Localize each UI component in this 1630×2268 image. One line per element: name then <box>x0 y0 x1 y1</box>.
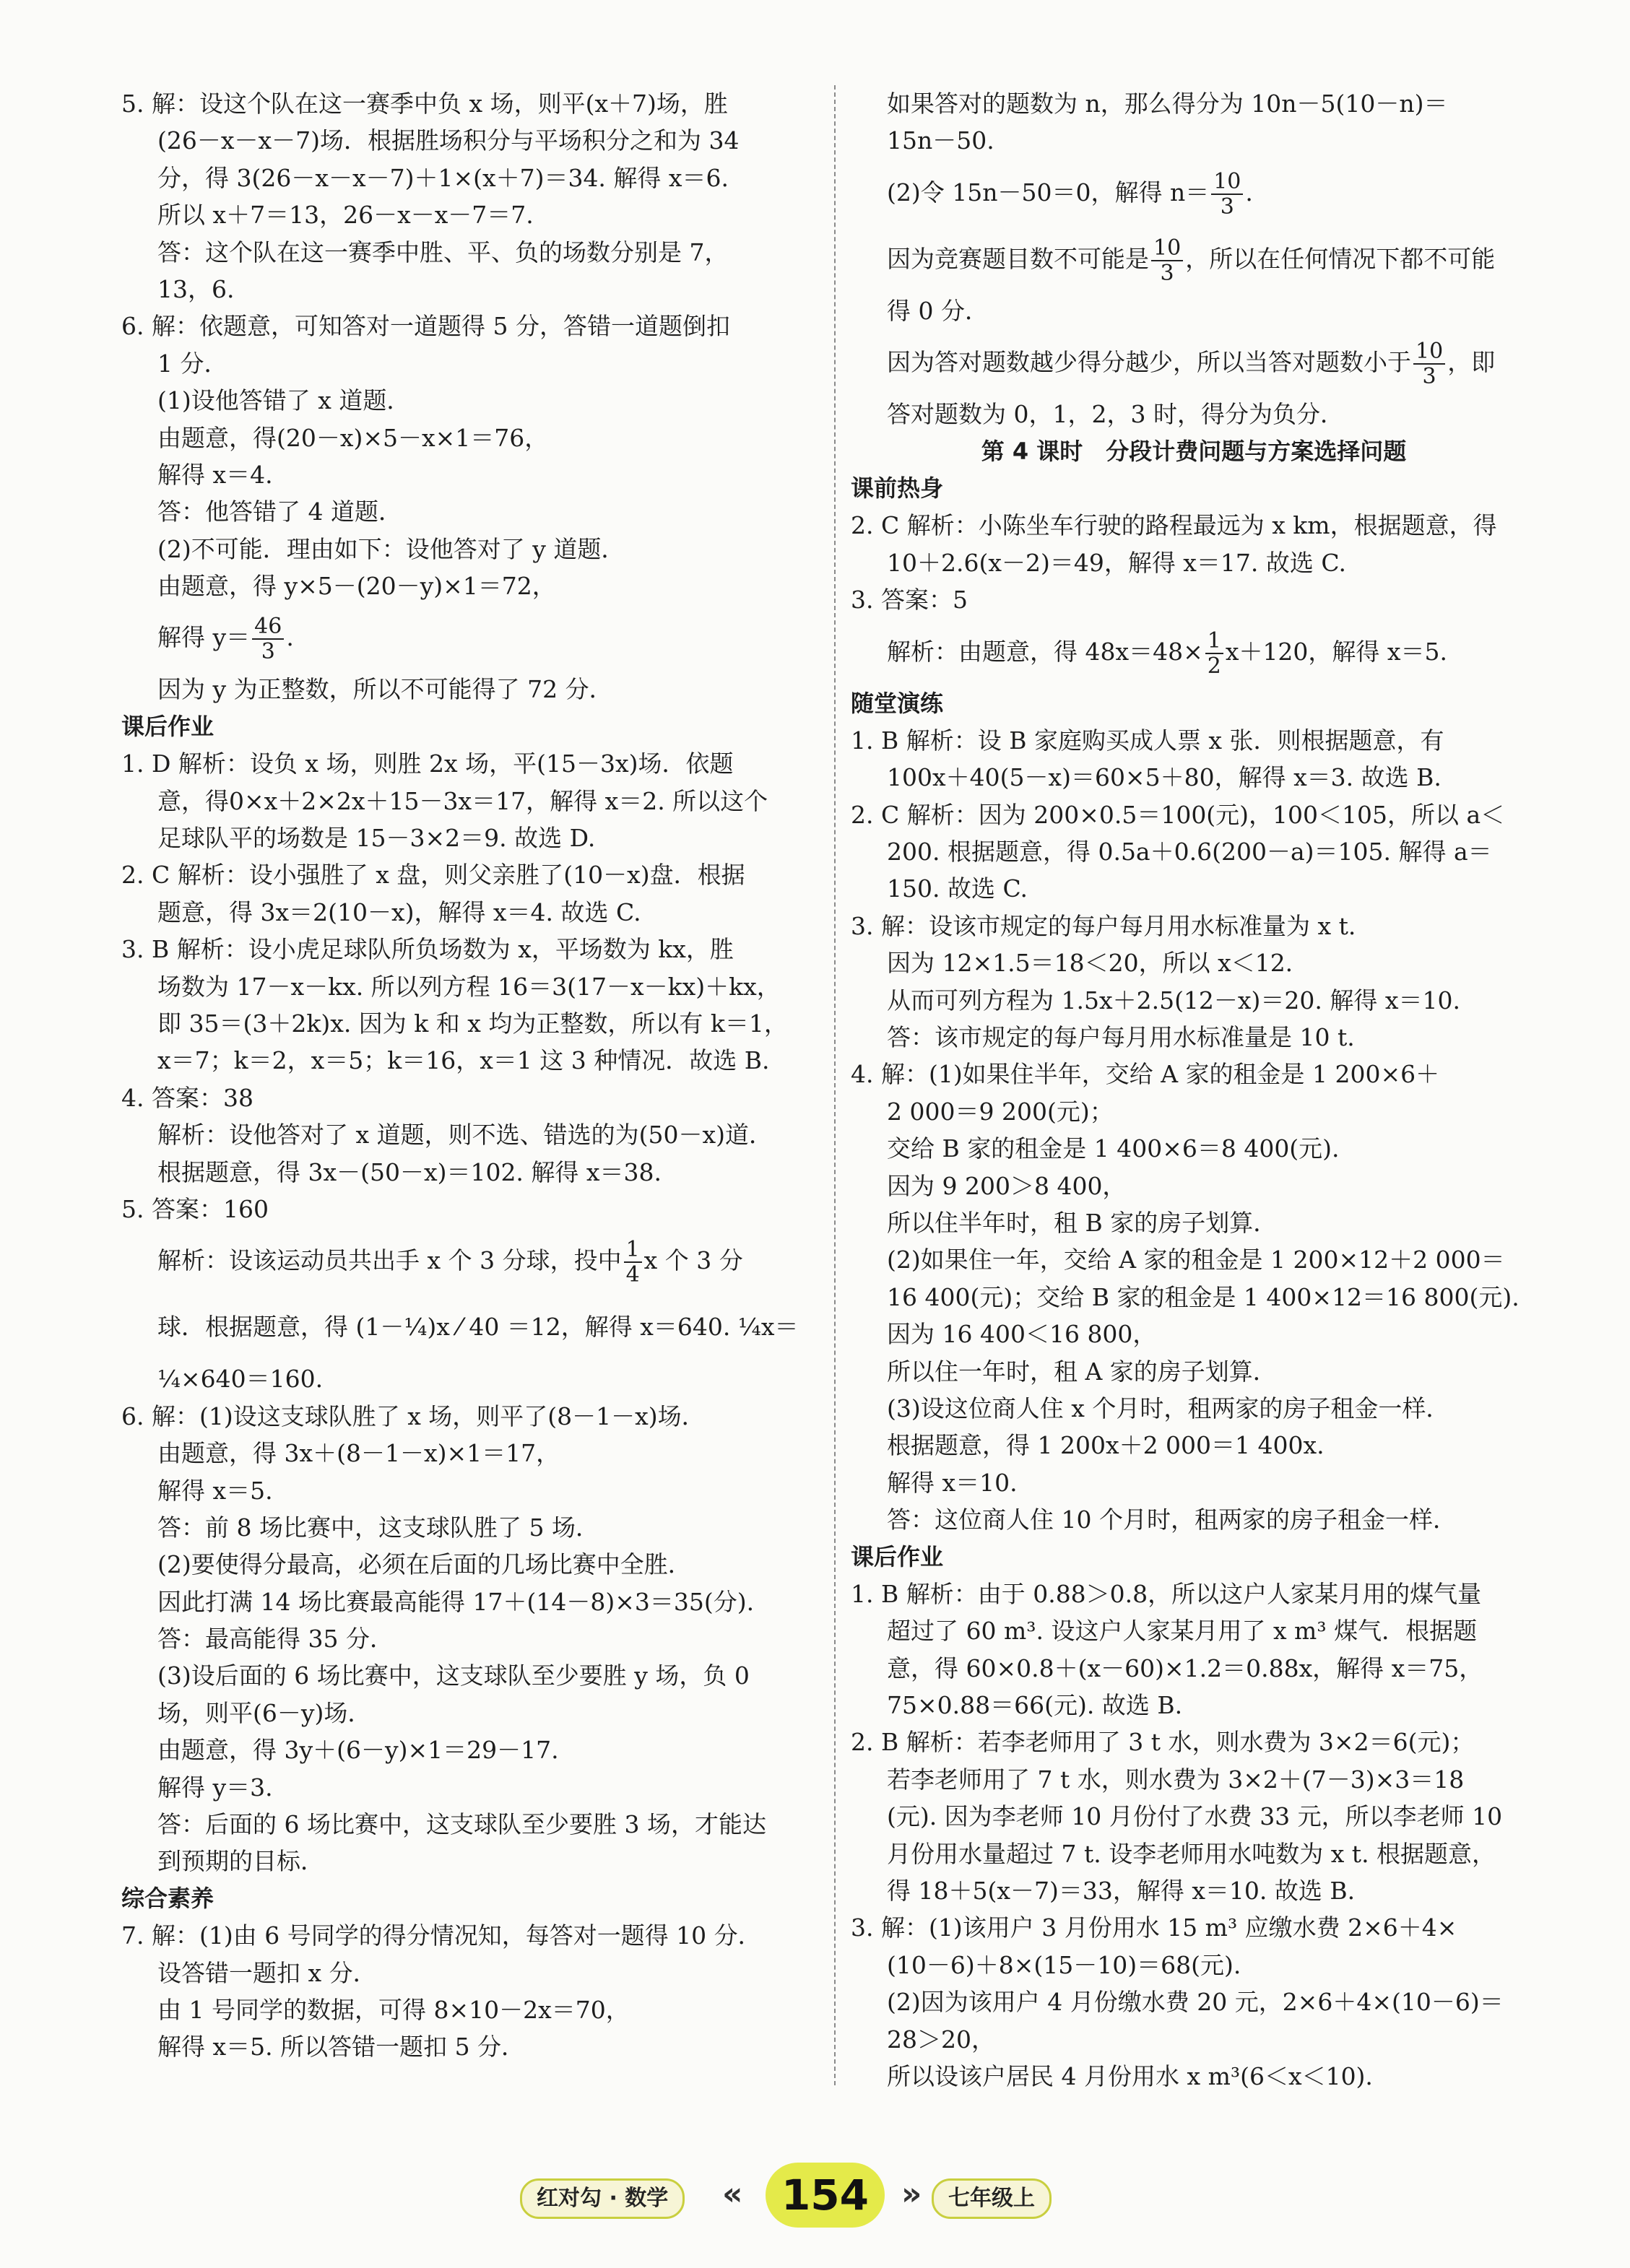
text-line <box>851 160 1537 226</box>
text-line <box>851 1130 1537 1167</box>
text-line <box>851 1168 1537 1204</box>
line-text: 3. 答案：5 <box>851 586 968 614</box>
text-line <box>851 1835 1537 1872</box>
text-line <box>121 1917 822 1954</box>
line-text: 由 1 号同学的数据，可得 8×10－2x＝70， <box>157 1995 630 2024</box>
line-text: 题意，得 3x＝2(10－x)，解得 x＝4. 故选 C. <box>157 898 641 926</box>
text-line <box>851 1093 1537 1130</box>
text-line <box>121 1695 822 1732</box>
section-heading <box>121 708 822 745</box>
text-line <box>121 382 822 419</box>
text-line <box>851 507 1537 544</box>
line-text: (2)如果住一年，交给 A 家的租金是 1 200×12＋2 000＝ <box>887 1246 1505 1274</box>
line-text: 答：该市规定的每户每月用水标准量是 10 t. <box>887 1023 1355 1052</box>
fraction-denominator: 3 <box>1211 194 1243 219</box>
text-line <box>851 1316 1537 1352</box>
fraction-denominator: 3 <box>1413 363 1445 388</box>
line-text-after: . <box>286 623 294 652</box>
text-line <box>121 931 822 968</box>
text-line <box>851 1279 1537 1316</box>
line-text: 答：他答错了 4 道题． <box>157 498 402 526</box>
text-line <box>121 122 822 159</box>
line-text: 交给 B 家的租金是 1 400×6＝8 400(元). <box>887 1134 1340 1163</box>
text-line <box>851 1427 1537 1464</box>
text-line <box>121 456 822 493</box>
line-text: 5. 解：设这个队在这一赛季中负 x 场，则平(x＋7)场，胜 <box>121 90 728 118</box>
fraction <box>624 1238 642 1287</box>
text-line <box>851 870 1537 907</box>
text-line <box>121 568 822 604</box>
line-text: 28＞20， <box>887 2025 995 2054</box>
fraction-numerator: 10 <box>1213 168 1241 194</box>
text-line <box>121 1191 822 1228</box>
text-line <box>121 1042 822 1079</box>
text-line <box>121 234 822 271</box>
text-line <box>851 122 1537 159</box>
line-text: 13，6. <box>157 274 235 303</box>
footer-book-title: 红对勾 · 数学 <box>520 2178 685 2219</box>
text-line <box>851 581 1537 618</box>
page-number: 154 <box>766 2163 885 2228</box>
line-text: x＝7；k＝2，x＝5；k＝16，x＝1 这 3 种情况．故选 B. <box>157 1046 770 1075</box>
text-line <box>121 2028 822 2065</box>
text-line <box>851 619 1537 685</box>
line-text: 3. 解：(1)该用户 3 月份用水 15 m³ 应缴水费 2×6＋4× <box>851 1913 1457 1942</box>
line-text: 解得 x＝5. <box>157 1476 273 1505</box>
text-line <box>121 1509 822 1546</box>
text-line <box>851 1872 1537 1909</box>
left-column <box>121 85 822 2066</box>
text-line <box>121 1806 822 1843</box>
line-text: (26－x－x－7)场．根据胜场积分与平场积分之和为 34 <box>157 126 740 155</box>
line-text: 场数为 17－x－kx. 所以列方程 16＝3(17－x－kx)＋kx， <box>157 972 781 1001</box>
text-line <box>851 1241 1537 1278</box>
text-line <box>851 833 1537 870</box>
text-line <box>121 420 822 456</box>
fraction-numerator: 1 <box>1207 627 1221 653</box>
fraction-numerator: 10 <box>1153 235 1182 261</box>
line-text: 因此打满 14 场比赛最高能得 17＋(14－8)×3＝35(分). <box>157 1587 755 1616</box>
line-text: 课后作业 <box>851 1542 944 1570</box>
line-text: 由题意，得 3x＋(8－1－x)×1＝17， <box>157 1439 560 1468</box>
text-line <box>121 856 822 893</box>
text-line <box>851 1947 1537 1984</box>
line-text: 如果答对的题数为 n，那么得分为 10n－5(10－n)＝ <box>887 90 1448 118</box>
text-line <box>121 85 822 122</box>
line-text: 6. 解：依题意，可知答对一道题得 5 分，答错一道题倒扣 <box>121 312 730 341</box>
line-text: 所以住一年时，租 A 家的房子划算． <box>887 1357 1277 1386</box>
text-line <box>121 1435 822 1472</box>
text-line <box>121 1546 822 1583</box>
text-line <box>851 1612 1537 1649</box>
section-heading <box>121 1880 822 1917</box>
text-line <box>121 493 822 530</box>
text-line <box>851 1019 1537 1056</box>
line-text: 3. 解：设该市规定的每户每月用水标准量为 x t. <box>851 911 1356 940</box>
line-text: 因为答对题数越少得分越少，所以当答对题数小于 <box>887 348 1411 377</box>
line-text-after: ，所以在任何情况下都不可能 <box>1185 244 1496 273</box>
line-text: 3. B 解析：设小虎足球队所负场数为 x，平场数为 kx，胜 <box>121 935 734 964</box>
text-line <box>121 1154 822 1191</box>
text-line <box>851 1798 1537 1835</box>
text-line <box>121 1583 822 1620</box>
text-line <box>121 308 822 344</box>
line-text: 由题意，得 y×5－(20－y)×1＝72， <box>157 572 556 601</box>
line-text: 15n－50. <box>887 126 994 155</box>
text-line <box>851 292 1537 329</box>
line-text: 第 4 课时 分段计费问题与方案选择问题 <box>981 437 1407 465</box>
line-text: (1)设他答错了 x 道题． <box>157 386 411 415</box>
line-text: 足球队平的场数是 15－3×2＝9. 故选 D. <box>157 824 596 853</box>
line-text: 超过了 60 m³. 设这户人家某月用了 x m³ 煤气．根据题 <box>887 1617 1478 1646</box>
text-line <box>121 1657 822 1694</box>
line-text: 随堂演练 <box>851 689 944 717</box>
fraction <box>1151 236 1183 285</box>
text-line <box>851 944 1537 981</box>
text-line <box>851 1576 1537 1612</box>
line-text-after: . <box>1245 178 1253 207</box>
line-text: 所以设该户居民 4 月份用水 x m³(6＜x＜10). <box>887 2061 1373 2090</box>
text-line <box>121 604 822 671</box>
text-line <box>121 1005 822 1042</box>
line-text: 分，得 3(26－x－x－7)＋1×(x＋7)＝34. 解得 x＝6. <box>157 163 729 192</box>
section-heading <box>851 685 1537 722</box>
text-line <box>851 85 1537 122</box>
line-text: 答：前 8 场比赛中，这支球队胜了 5 场． <box>157 1513 599 1542</box>
text-line <box>121 894 822 931</box>
line-text-after: x＋120，解得 x＝5. <box>1225 637 1448 666</box>
fraction-numerator: 46 <box>254 614 282 640</box>
line-text: 1. B 解析：设 B 家庭购买成人票 x 张．则根据题意，有 <box>851 726 1444 755</box>
line-text: 4. 答案：38 <box>121 1083 253 1112</box>
section-heading <box>851 1539 1537 1576</box>
line-text: 因为 y 为正整数，所以不可能得了 72 分． <box>157 675 613 704</box>
text-line <box>851 796 1537 833</box>
line-text: 根据题意，得 3x－(50－x)＝102. 解得 x＝38. <box>157 1157 662 1186</box>
line-text-after: ，即 <box>1447 348 1496 377</box>
text-line <box>851 544 1537 581</box>
text-line <box>851 1056 1537 1092</box>
line-text: 由题意，得 3y＋(6－y)×1＝29－17. <box>157 1736 559 1765</box>
line-text: (2)令 15n－50＝0，解得 n＝ <box>887 178 1210 207</box>
text-line <box>121 1472 822 1509</box>
fraction-numerator: 10 <box>1416 339 1444 365</box>
line-text: 1 分． <box>157 349 228 378</box>
fraction <box>1413 339 1445 388</box>
footer-grade-label: 七年级上 <box>932 2178 1052 2219</box>
text-line <box>851 1650 1537 1687</box>
text-line <box>851 1464 1537 1501</box>
line-text: 2. C 解析：小陈坐车行驶的路程最远为 x km，根据题意，得 <box>851 511 1497 540</box>
line-text: (元). 因为李老师 10 月份付了水费 33 元，所以李老师 10 <box>887 1802 1503 1831</box>
text-line <box>851 759 1537 796</box>
text-line <box>851 396 1537 433</box>
line-text: 150. 故选 C. <box>887 874 1028 903</box>
line-text: 到预期的目标． <box>157 1847 324 1876</box>
line-text: 2 000＝9 200(元)； <box>887 1097 1114 1126</box>
line-text: 若李老师用了 7 t 水，则水费为 3×2＋(7－3)×3＝18 <box>887 1765 1465 1794</box>
page-footer <box>0 2148 1630 2235</box>
text-line <box>121 1620 822 1657</box>
text-line <box>851 908 1537 944</box>
line-text: 答：这个队在这一赛季中胜、平、负的场数分别是 7， <box>157 238 729 266</box>
text-line <box>851 2021 1537 2058</box>
line-text: 意，得0×x＋2×2x＋15－3x＝17，解得 x＝2. 所以这个 <box>157 786 768 815</box>
right-column <box>851 85 1537 2095</box>
line-text: 10＋2.6(x－2)＝49，解得 x＝17. 故选 C. <box>887 548 1346 577</box>
line-text: 1. B 解析：由于 0.88＞0.8，所以这户人家某月用的煤气量 <box>851 1579 1482 1608</box>
fraction-denominator: 2 <box>1205 653 1223 678</box>
text-line <box>121 1294 822 1360</box>
line-text: 因为竞赛题目数不可能是 <box>887 244 1149 273</box>
fraction-denominator: 3 <box>252 638 284 664</box>
text-line <box>121 1769 822 1806</box>
right-chevron-icon: » <box>901 2176 922 2212</box>
column-divider <box>834 85 836 2085</box>
line-text: (2)因为该用户 4 月份缴水费 20 元，2×6＋4×(10－6)＝ <box>887 1988 1504 2017</box>
text-line <box>851 1501 1537 1538</box>
text-line <box>121 531 822 568</box>
left-chevron-icon: « <box>722 2176 743 2212</box>
line-text: 因为 9 200＞8 400， <box>887 1171 1127 1200</box>
line-text: 课前热身 <box>851 474 944 502</box>
line-text: 解析：设该运动员共出手 x 个 3 分球，投中 <box>157 1246 622 1275</box>
line-text: 答：最高能得 35 分． <box>157 1625 394 1654</box>
line-text: 解得 y＝3. <box>157 1773 273 1802</box>
line-text: 7. 解：(1)由 6 号同学的得分情况知，每答对一题得 10 分． <box>121 1921 762 1950</box>
fraction-denominator: 4 <box>624 1261 642 1287</box>
text-line <box>121 196 822 233</box>
text-line <box>851 1390 1537 1427</box>
text-line <box>851 2058 1537 2095</box>
line-text: 200. 根据题意，得 0.5a＋0.6(200－a)＝105. 解得 a＝ <box>887 838 1492 866</box>
text-line <box>121 1398 822 1435</box>
line-text: 答：后面的 6 场比赛中，这支球队至少要胜 3 场，才能达 <box>157 1810 766 1839</box>
text-line <box>121 1228 822 1294</box>
line-text: 得 18＋5(x－7)＝33，解得 x＝10. 故选 B. <box>887 1877 1356 1906</box>
line-text-after: x 个 3 分 <box>643 1246 743 1275</box>
line-text: 所以 x＋7＝13，26－x－x－7＝7. <box>157 201 534 230</box>
fraction <box>1211 170 1243 219</box>
line-text: 答：这位商人住 10 个月时，租两家的房子租金一样． <box>887 1506 1457 1534</box>
line-text: (10－6)＋8×(15－10)＝68(元). <box>887 1950 1241 1979</box>
text-line <box>851 1761 1537 1798</box>
text-line <box>851 1984 1537 2020</box>
line-text: 2. C 解析：因为 200×0.5＝100(元)，100＜105，所以 a＜ <box>851 800 1505 829</box>
line-text: 解析：由题意，得 48x＝48× <box>887 637 1203 666</box>
text-line <box>851 1687 1537 1724</box>
line-text: (2)要使得分最高，必须在后面的几场比赛中全胜． <box>157 1550 692 1579</box>
text-line <box>121 160 822 196</box>
line-text: 1. D 解析：设负 x 场，则胜 2x 场，平(15－3x)场．依题 <box>121 750 734 778</box>
text-line <box>851 982 1537 1019</box>
text-line <box>121 968 822 1005</box>
text-line <box>121 1116 822 1153</box>
text-line <box>121 671 822 708</box>
lesson-title <box>851 433 1537 470</box>
text-line <box>851 1204 1537 1241</box>
line-text: 设答错一题扣 x 分． <box>157 1958 377 1987</box>
line-text: 解得 x＝5. 所以答错一题扣 5 分． <box>157 2033 526 2061</box>
line-text: 从而可列方程为 1.5x＋2.5(12－x)＝20. 解得 x＝10. <box>887 986 1460 1014</box>
text-line <box>121 1360 822 1397</box>
text-line <box>121 820 822 856</box>
text-line <box>851 1909 1537 1946</box>
line-text: 课后作业 <box>121 712 214 740</box>
text-line <box>121 1955 822 1991</box>
text-line <box>121 271 822 308</box>
line-text: ¼×640＝160. <box>157 1365 324 1394</box>
line-text: 100x＋40(5－x)＝60×5＋80，解得 x＝3. 故选 B. <box>887 763 1442 792</box>
text-line <box>121 1843 822 1880</box>
text-line <box>851 329 1537 396</box>
text-line <box>121 1991 822 2028</box>
text-line <box>121 1079 822 1116</box>
fraction-denominator: 3 <box>1151 260 1183 285</box>
line-text: 由题意，得(20－x)×5－x×1＝76， <box>157 423 549 452</box>
line-text: 得 0 分． <box>887 296 989 325</box>
line-text: 即 35＝(3＋2k)x. 因为 k 和 x 均为正整数，所以有 k＝1， <box>157 1009 788 1038</box>
line-text: 解得 x＝4. <box>157 460 273 489</box>
line-text: 16 400(元)；交给 B 家的租金是 1 400×12＝16 800(元). <box>887 1282 1520 1311</box>
text-line <box>851 1724 1537 1760</box>
line-text: (3)设后面的 6 场比赛中，这支球队至少要胜 y 场，负 0 <box>157 1661 750 1690</box>
line-text: 所以住半年时，租 B 家的房子划算． <box>887 1208 1278 1237</box>
line-text: 因为 12×1.5＝18＜20，所以 x＜12. <box>887 949 1293 978</box>
text-line <box>121 1732 822 1768</box>
text-line <box>851 226 1537 292</box>
text-line <box>121 783 822 820</box>
line-text: 解析：设他答对了 x 道题，则不选、错选的为(50－x)道． <box>157 1121 773 1150</box>
fraction-numerator: 1 <box>625 1237 640 1263</box>
line-text: 场，则平(6－y)场． <box>157 1698 372 1727</box>
line-text: 因为 16 400＜16 800， <box>887 1320 1157 1349</box>
text-line <box>121 745 822 782</box>
line-text: 意，得 60×0.8＋(x－60)×1.2＝0.88x，解得 x＝75， <box>887 1654 1483 1682</box>
line-text: (3)设这位商人住 x 个月时，租两家的房子租金一样． <box>887 1394 1450 1422</box>
line-text: 75×0.88＝66(元). 故选 B. <box>887 1691 1183 1720</box>
line-text: 根据题意，得 1 200x＋2 000＝1 400x. <box>887 1431 1325 1460</box>
line-text: 解得 x＝10. <box>887 1468 1018 1497</box>
line-text: 球．根据题意，得 (1－¼)x ⁄ 40 ＝12，解得 x＝640. ¼x＝ <box>157 1313 799 1342</box>
line-text: (2)不可能．理由如下：设他答对了 y 道题． <box>157 534 625 563</box>
fraction <box>1205 629 1223 678</box>
line-text: 月份用水量超过 7 t. 设李老师用水吨数为 x t. 根据题意， <box>887 1839 1496 1868</box>
section-heading <box>851 470 1537 507</box>
line-text: 6. 解：(1)设这支球队胜了 x 场，则平了(8－1－x)场． <box>121 1402 706 1430</box>
line-text: 2. B 解析：若李老师用了 3 t 水，则水费为 3×2＝6(元)； <box>851 1728 1475 1757</box>
line-text: 4. 解：(1)如果住半年，交给 A 家的租金是 1 200×6＋ <box>851 1060 1440 1089</box>
text-line <box>851 1353 1537 1390</box>
line-text: 5. 答案：160 <box>121 1194 269 1223</box>
text-line <box>851 722 1537 759</box>
line-text: 答对题数为 0，1，2，3 时，得分为负分． <box>887 400 1344 429</box>
line-text: 2. C 解析：设小强胜了 x 盘，则父亲胜了(10－x)盘．根据 <box>121 861 745 890</box>
fraction <box>252 614 284 664</box>
line-text: 综合素养 <box>121 1884 214 1912</box>
text-line <box>121 345 822 382</box>
line-text: 解得 y＝ <box>157 623 251 652</box>
